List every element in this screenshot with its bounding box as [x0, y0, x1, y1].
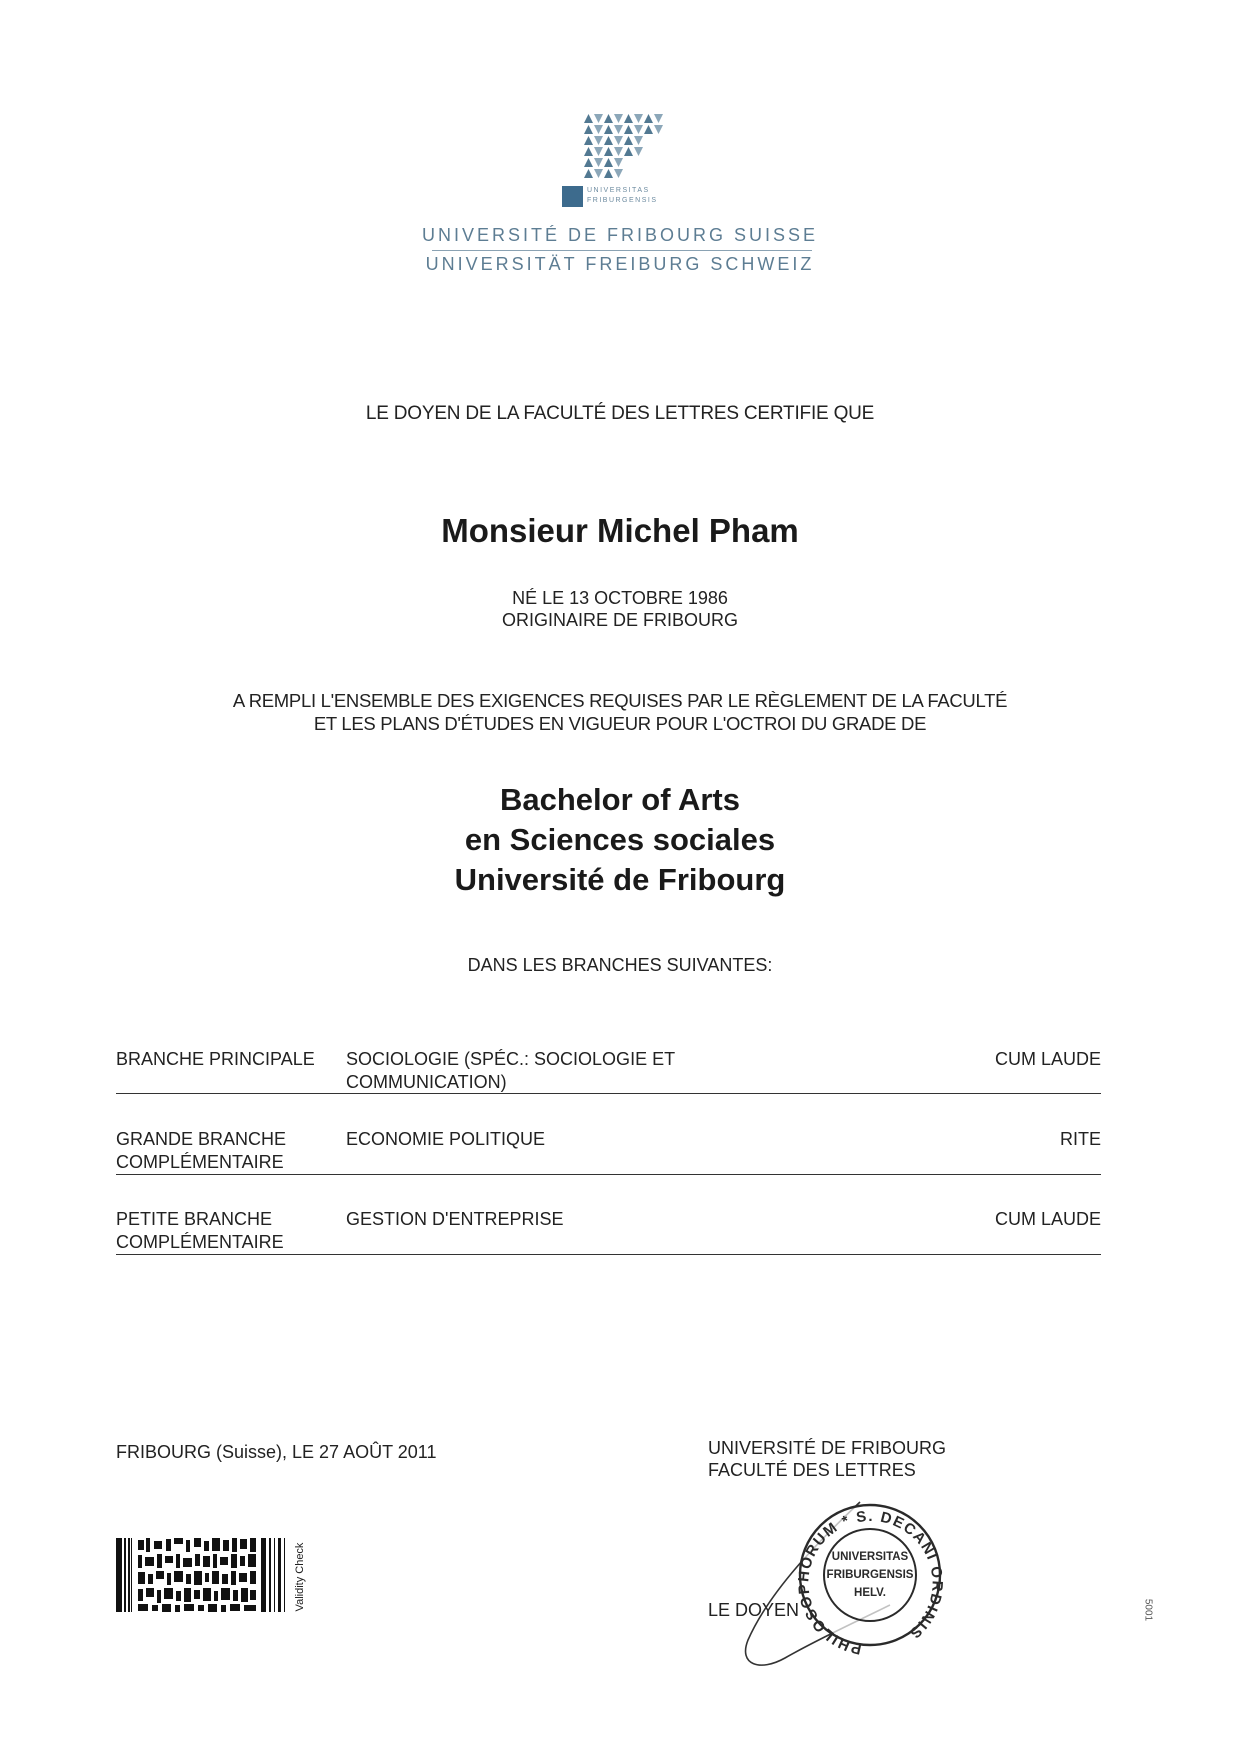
branch-type-line1: PETITE BRANCHE — [116, 1209, 273, 1229]
birth-date: NÉ LE 13 OCTOBRE 1986 — [512, 588, 728, 608]
recipient-details — [0, 587, 1240, 631]
requirements-statement — [0, 689, 1240, 735]
branch-row — [116, 1208, 1101, 1288]
official-stamp-icon — [730, 1480, 960, 1680]
requirements-line2: ET LES PLANS D'ÉTUDES EN VIGUEUR POUR L'OCTROI DU GRADE DE — [313, 713, 927, 734]
branch-grade: CUM LAUDE — [994, 1049, 1101, 1069]
branch-grade: CUM LAUDE — [994, 1209, 1101, 1229]
issuer-faculty: FACULTÉ DES LETTRES — [708, 1460, 916, 1480]
document-number — [1138, 1590, 1158, 1630]
document-number-text: 5001 — [1142, 1598, 1154, 1622]
logo-square-icon — [562, 186, 583, 207]
issuer-university: UNIVERSITÉ DE FRIBOURG — [708, 1438, 947, 1458]
signatory-label: LE DOYEN — [708, 1600, 800, 1620]
university-name-de: UNIVERSITÄT FREIBURG SCHWEIZ — [425, 254, 815, 274]
branch-subject — [346, 1048, 726, 1094]
branch-subject — [346, 1208, 726, 1231]
university-name-fr: UNIVERSITÉ DE FRIBOURG SUISSE — [421, 225, 819, 245]
branches-intro: DANS LES BRANCHES SUIVANTES: — [467, 955, 773, 975]
requirements-line1: A REMPLI L'ENSEMBLE DES EXIGENCES REQUISES PAR LE RÈGLEMENT DE LA FACULTÉ — [232, 690, 1008, 711]
stamp-outer-text: PHILOSOPHORUM * S. DECANI ORDINIS — [795, 1507, 946, 1658]
degree-title — [0, 780, 1240, 900]
degree-line3: Université de Fribourg — [454, 862, 786, 897]
branch-type — [116, 1128, 341, 1174]
branch-subject — [346, 1128, 726, 1151]
branch-subject-line1: GESTION D'ENTREPRISE — [346, 1209, 564, 1229]
recipient-name: Monsieur Michel Pham — [441, 512, 799, 549]
stamp-inner-line3: HELV. — [854, 1587, 886, 1599]
branch-row — [116, 1048, 1101, 1128]
branch-type — [116, 1208, 341, 1254]
row-divider — [116, 1093, 1101, 1094]
row-divider — [116, 1254, 1101, 1255]
degree-line1: Bachelor of Arts — [499, 782, 740, 817]
logo-caption — [587, 186, 658, 206]
branch-subject-line2: COMMUNICATION) — [346, 1072, 507, 1092]
validity-check-text: Validity Check — [294, 1542, 306, 1612]
stamp-inner-line2: FRIBURGENSIS — [826, 1569, 914, 1581]
row-divider — [116, 1174, 1101, 1175]
logo-triangle-pattern-icon — [584, 114, 664, 180]
university-heading — [420, 224, 820, 275]
issuer-block — [708, 1437, 946, 1481]
university-logo — [562, 114, 672, 210]
branch-type — [116, 1048, 341, 1071]
branches-table — [116, 1048, 1101, 1288]
logo-caption-line1: UNIVERSITAS — [587, 187, 650, 194]
branch-subject-line1: ECONOMIE POLITIQUE — [346, 1129, 546, 1149]
stamp-inner-line1: UNIVERSITAS — [831, 1551, 909, 1563]
branch-type-line2: COMPLÉMENTAIRE — [116, 1232, 284, 1252]
branch-type-line1: BRANCHE PRINCIPALE — [116, 1049, 315, 1069]
validity-check-label — [290, 1540, 310, 1614]
certify-statement: LE DOYEN DE LA FACULTÉ DES LETTRES CERTIFIE QUE — [365, 403, 875, 424]
place-of-origin: ORIGINAIRE DE FRIBOURG — [501, 610, 739, 630]
branch-subject-line1: SOCIOLOGIE (SPÉC.: SOCIOLOGIE ET — [346, 1049, 676, 1069]
logo-caption-line2: FRIBURGENSIS — [587, 197, 658, 204]
pdf417-barcode-icon — [116, 1538, 291, 1612]
branch-type-line1: GRANDE BRANCHE — [116, 1129, 287, 1149]
heading-divider — [432, 250, 812, 251]
degree-line2: en Sciences sociales — [464, 822, 776, 857]
branch-type-line2: COMPLÉMENTAIRE — [116, 1152, 284, 1172]
branch-row — [116, 1128, 1101, 1208]
place-and-date: FRIBOURG (Suisse), LE 27 AOÛT 2011 — [116, 1442, 437, 1462]
branch-grade: RITE — [1059, 1129, 1101, 1149]
